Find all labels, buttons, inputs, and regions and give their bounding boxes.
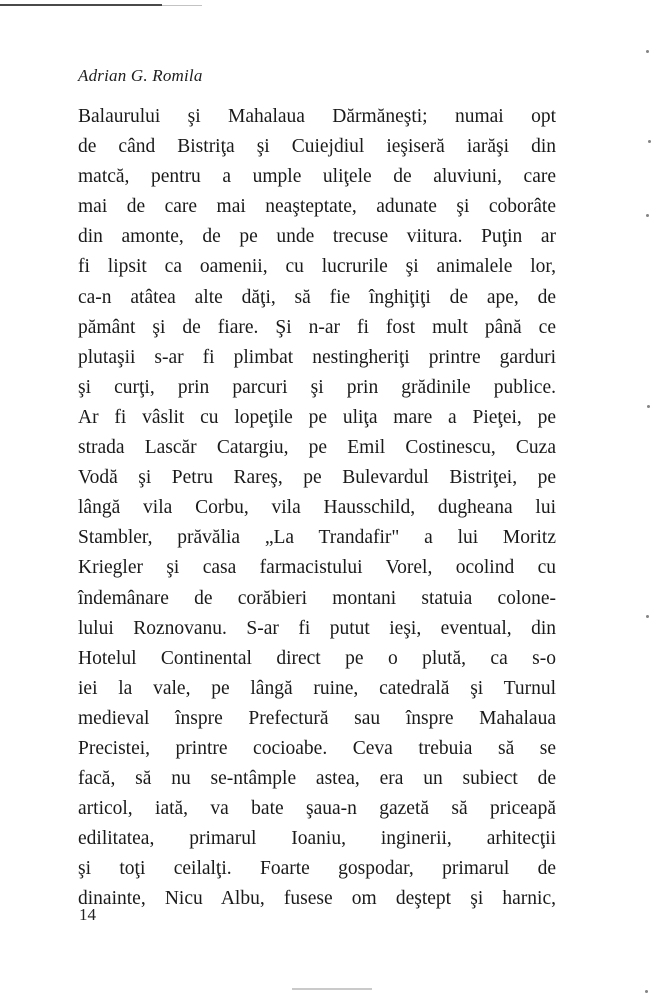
text-line: de când Bistriţa şi Cuiejdiul ieşiseră iarăşi din: [78, 136, 556, 158]
text-line: Vodă şi Petru Rareş, pe Bulevardul Bistriţei, pe: [78, 467, 556, 489]
scan-speck: [646, 615, 649, 618]
text-line: fi lipsit ca oamenii, cu lucrurile şi animalele lor,: [78, 256, 556, 278]
text-line: Kriegler şi casa farmacistului Vorel, ocolind cu: [78, 557, 556, 579]
text-line: îndemânare de corăbieri montani statuia colone-: [78, 587, 556, 609]
text-line: Stambler, prăvălia „La Trandafir" a lui Moritz: [78, 527, 556, 549]
text-line: şi toţi ceilalţi. Foarte gospodar, primarul de: [78, 858, 556, 880]
top-edge-rule-fade: [162, 5, 202, 6]
text-line: ca-n atâtea alte dăţi, să fie înghiţiţi de ape, de: [78, 286, 556, 308]
text-line: strada Lascăr Catargiu, pe Emil Costinescu, Cuza: [78, 437, 556, 459]
text-line: Balaurului şi Mahalaua Dărmăneşti; numai opt: [78, 106, 556, 127]
scan-speck: [645, 990, 648, 993]
top-edge-rule: [0, 4, 162, 6]
scan-speck: [648, 140, 651, 143]
text-line: Ar fi vâslit cu lopeţile pe uliţa mare a Pieţei, pe: [78, 406, 556, 428]
text-line: medieval înspre Prefectură sau înspre Mahalaua: [78, 707, 556, 729]
body-text: [78, 102, 556, 915]
scan-speck: [646, 50, 649, 53]
text-line: mai de care mai neaşteptate, adunate şi coborâte: [78, 196, 556, 218]
text-line: Precistei, printre cocioabe. Ceva trebuia să se: [78, 737, 556, 759]
text-line: iei la vale, pe lângă ruine, catedrală şi Turnul: [78, 677, 556, 699]
text-line: plutaşii s-ar fi plimbat nestingheriţi printre garduri: [78, 346, 556, 368]
text-line: Hotelul Continental direct pe o plută, ca s-o: [78, 647, 556, 669]
text-line: facă, să nu se-ntâmple astea, era un subiect de: [78, 768, 556, 790]
text-line: lului Roznovanu. S-ar fi putut ieşi, eventual, din: [78, 617, 556, 639]
scan-speck: [647, 405, 650, 408]
text-line: matcă, pentru a umple uliţele de aluviuni, care: [78, 166, 556, 188]
text-line: şi curţi, prin parcuri şi prin grădinile publice.: [78, 376, 556, 398]
scan-speck: [646, 214, 649, 217]
text-line: articol, iată, va bate şaua-n gazetă să priceapă: [78, 798, 556, 820]
running-head-author: Adrian G. Romila: [78, 66, 203, 85]
text-line: dinainte, Nicu Albu, fusese om deştept şi harnic,: [78, 888, 556, 910]
text-line: lângă vila Corbu, vila Hausschild, dugheana lui: [78, 497, 556, 519]
scan-smudge: [292, 988, 372, 990]
text-line: pământ şi de fiare. Şi n-ar fi fost mult până ce: [78, 316, 556, 338]
text-line: edilitatea, primarul Ioaniu, inginerii, arhitecţii: [78, 828, 556, 850]
page-number: 14: [79, 905, 96, 924]
text-line: din amonte, de pe unde trecuse viitura. Puţin ar: [78, 226, 556, 248]
